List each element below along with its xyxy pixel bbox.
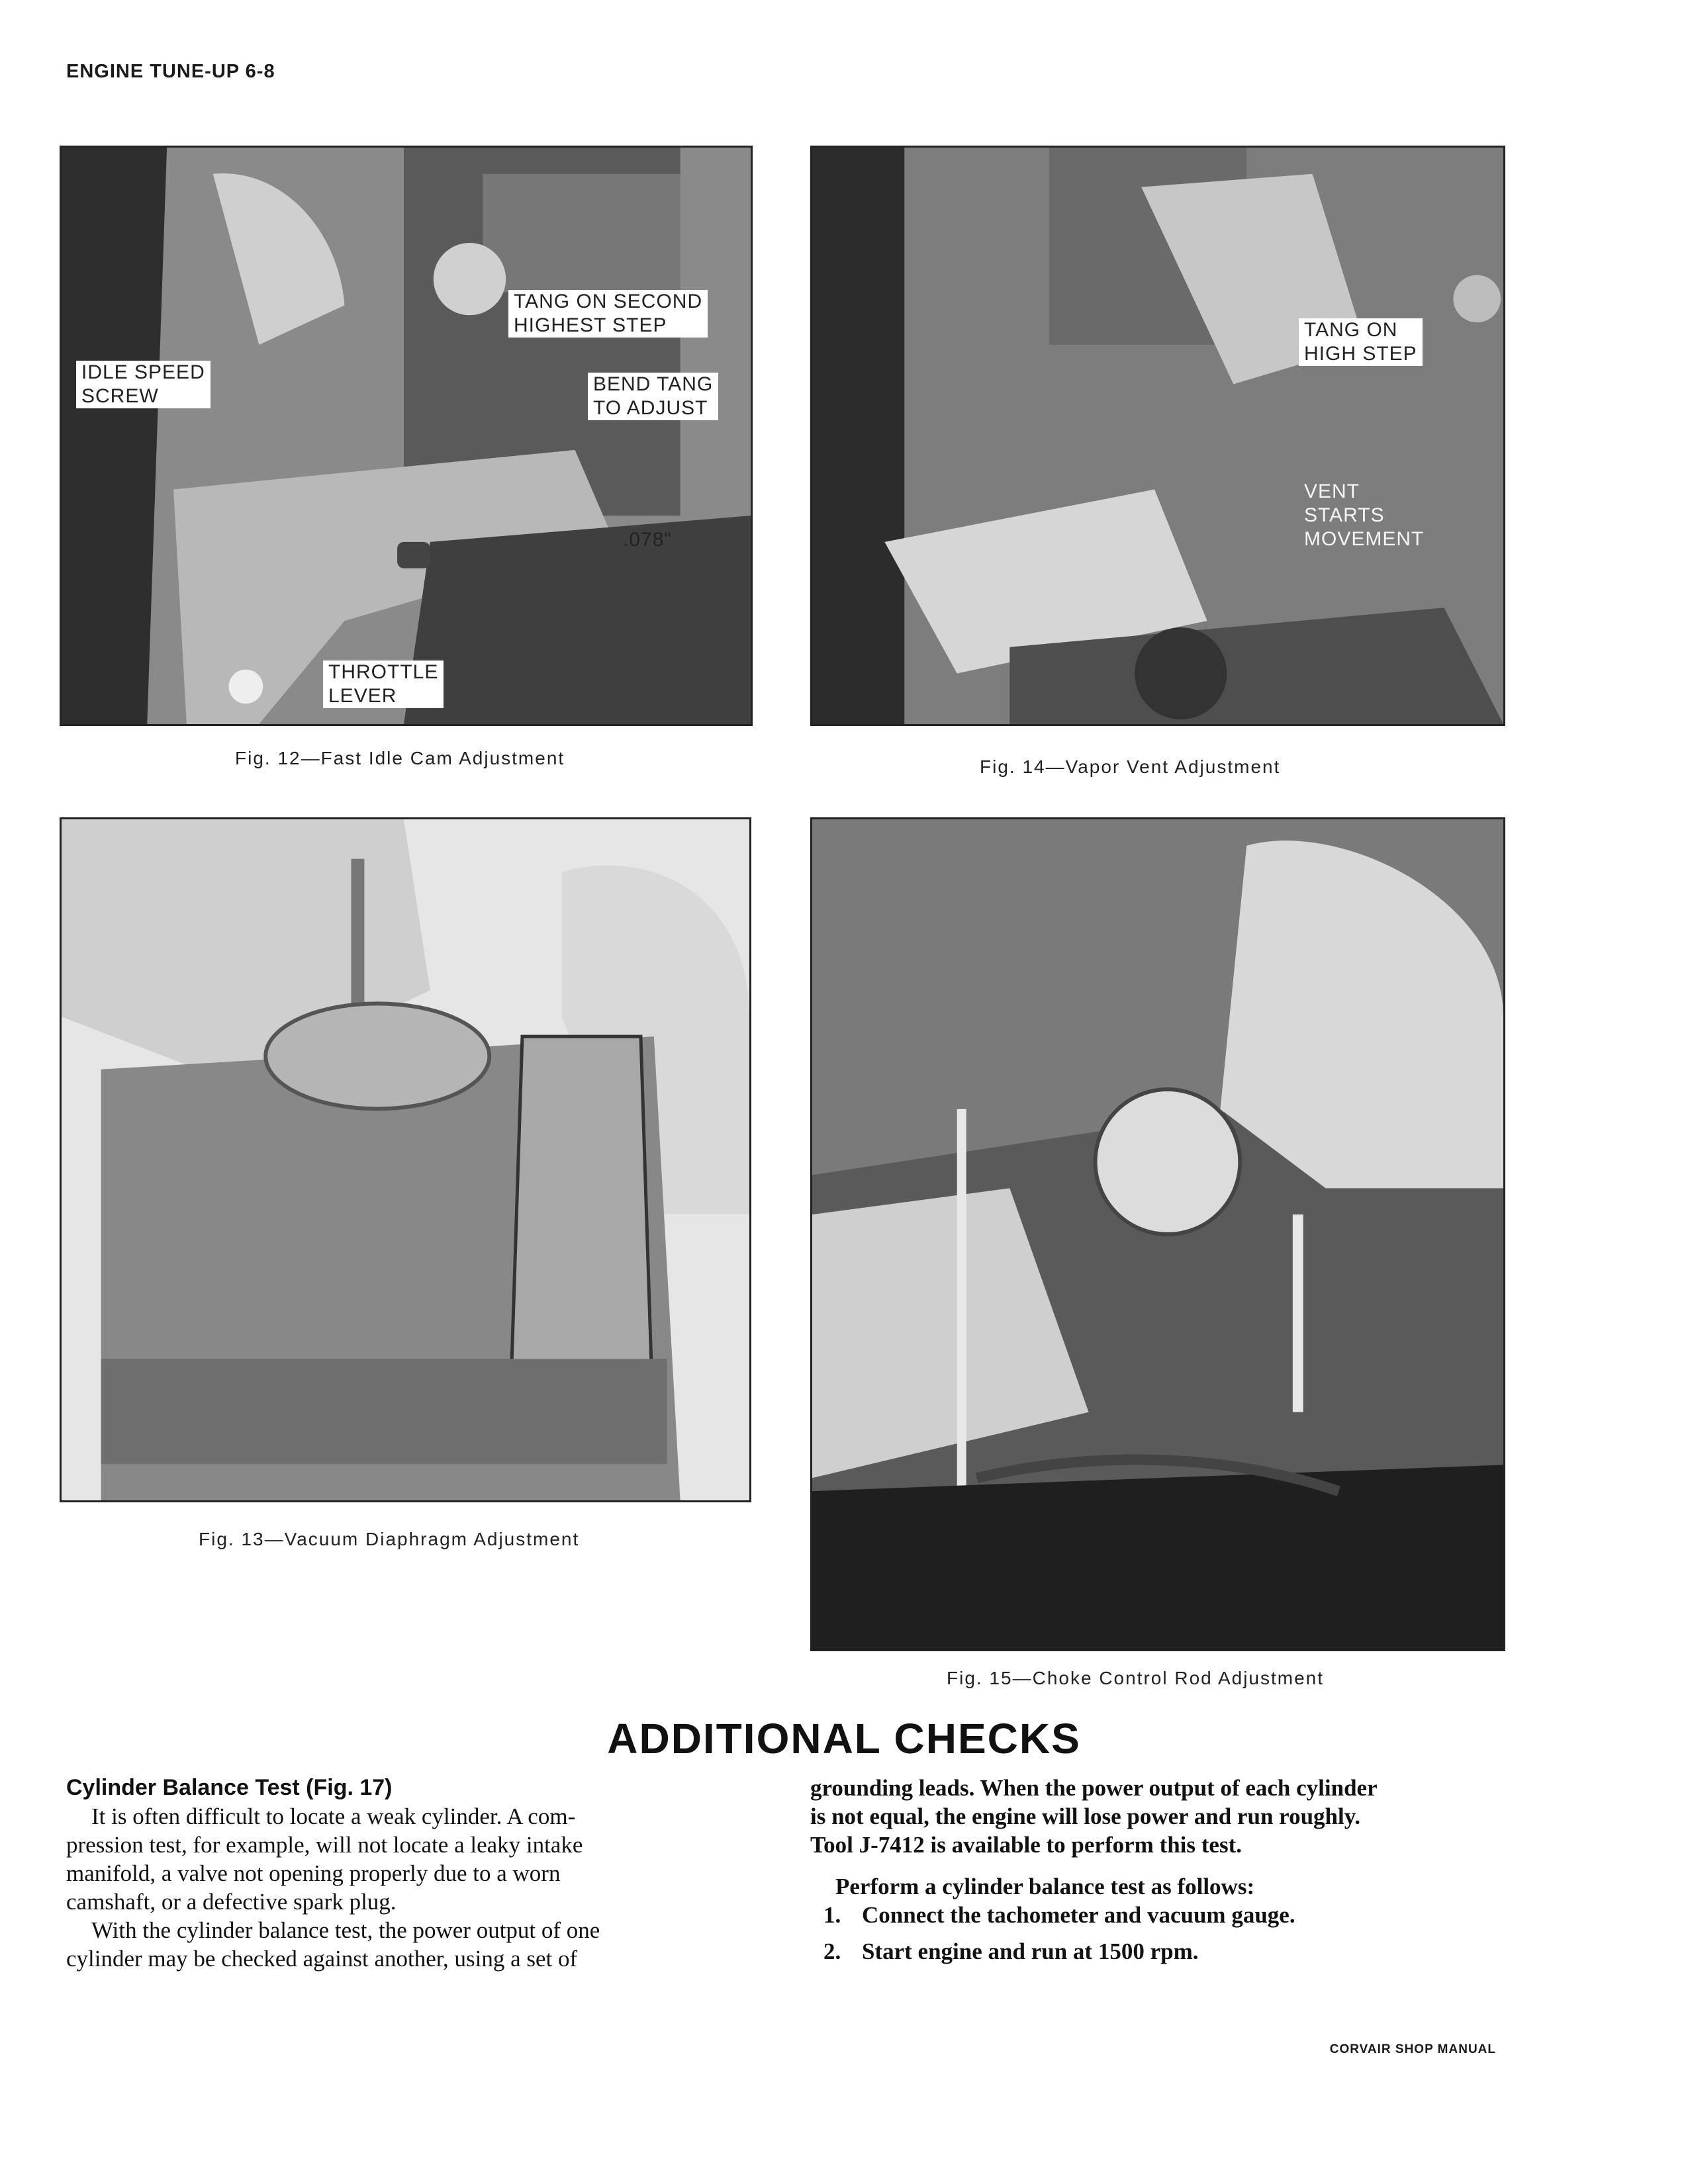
step-2-text: Start engine and run at 1500 rpm. [862,1938,1199,1964]
p3-line-2: Tool J-7412 is available to perform this test. [810,1832,1242,1858]
fig14-photo [810,146,1505,726]
callout-tang-high-step: TANG ON HIGH STEP [1299,318,1423,366]
p2-line-0: With the cylinder balance test, the power output of one [91,1917,600,1943]
fig13-caption: Fig. 13—Vacuum Diaphragm Adjustment [199,1529,580,1549]
step-2-number: 2. [823,1938,841,1964]
p2-line-1: cylinder may be checked against another, using a set of [66,1946,578,1972]
fig13-photo [60,817,751,1502]
fig15-hands-choke-illustration [812,819,1503,1649]
right-column [810,1774,1505,1966]
p3-line-1: is not equal, the engine will lose power and run roughly. [810,1803,1361,1829]
fig12-caption: Fig. 12—Fast Idle Cam Adjustment [235,748,565,768]
p4-text: Perform a cylinder balance test as follows: [835,1874,1255,1899]
callout-throttle-lever: THROTTLE LEVER [323,660,444,708]
p1-line-2: manifold, a valve not opening properly due to a worn [66,1860,561,1886]
fig14-carburetor-illustration [812,148,1503,724]
page-footer: CORVAIR SHOP MANUAL [1329,2042,1496,2056]
callout-gap-dimension: .078" [623,529,673,551]
fig12-carburetor-illustration [62,148,751,724]
subhead-cylinder-balance: Cylinder Balance Test (Fig. 17) [66,1775,393,1800]
fig12-photo [60,146,753,726]
p1-line-0: It is often difficult to locate a weak cylinder. A com- [91,1803,576,1829]
callout-bend-tang: BEND TANG TO ADJUST [588,373,718,420]
fig14-caption: Fig. 14—Vapor Vent Adjustment [980,756,1281,777]
step-1-text: Connect the tachometer and vacuum gauge. [862,1902,1295,1928]
fig13-hands-carburetor-illustration [62,819,749,1500]
step-1 [810,1901,1505,1929]
fig15-photo [810,817,1505,1651]
step-1-number: 1. [823,1902,841,1928]
callout-vent-starts-movement: VENT STARTS MOVEMENT [1304,480,1425,550]
fig15-caption: Fig. 15—Choke Control Rod Adjustment [947,1668,1325,1688]
callout-tang-second-step: TANG ON SECOND HIGHEST STEP [508,290,708,338]
p3-line-0: grounding leads. When the power output of each cylinder [810,1775,1378,1801]
left-column [66,1774,748,1973]
section-title: ADDITIONAL CHECKS [607,1715,1081,1762]
p1-line-1: pression test, for example, will not locate a leaky intake [66,1832,583,1858]
p1-line-3: camshaft, or a defective spark plug. [66,1889,397,1915]
step-2 [810,1937,1505,1966]
page-header: ENGINE TUNE-UP 6-8 [66,61,275,82]
callout-idle-speed-screw: IDLE SPEED SCREW [76,361,211,408]
